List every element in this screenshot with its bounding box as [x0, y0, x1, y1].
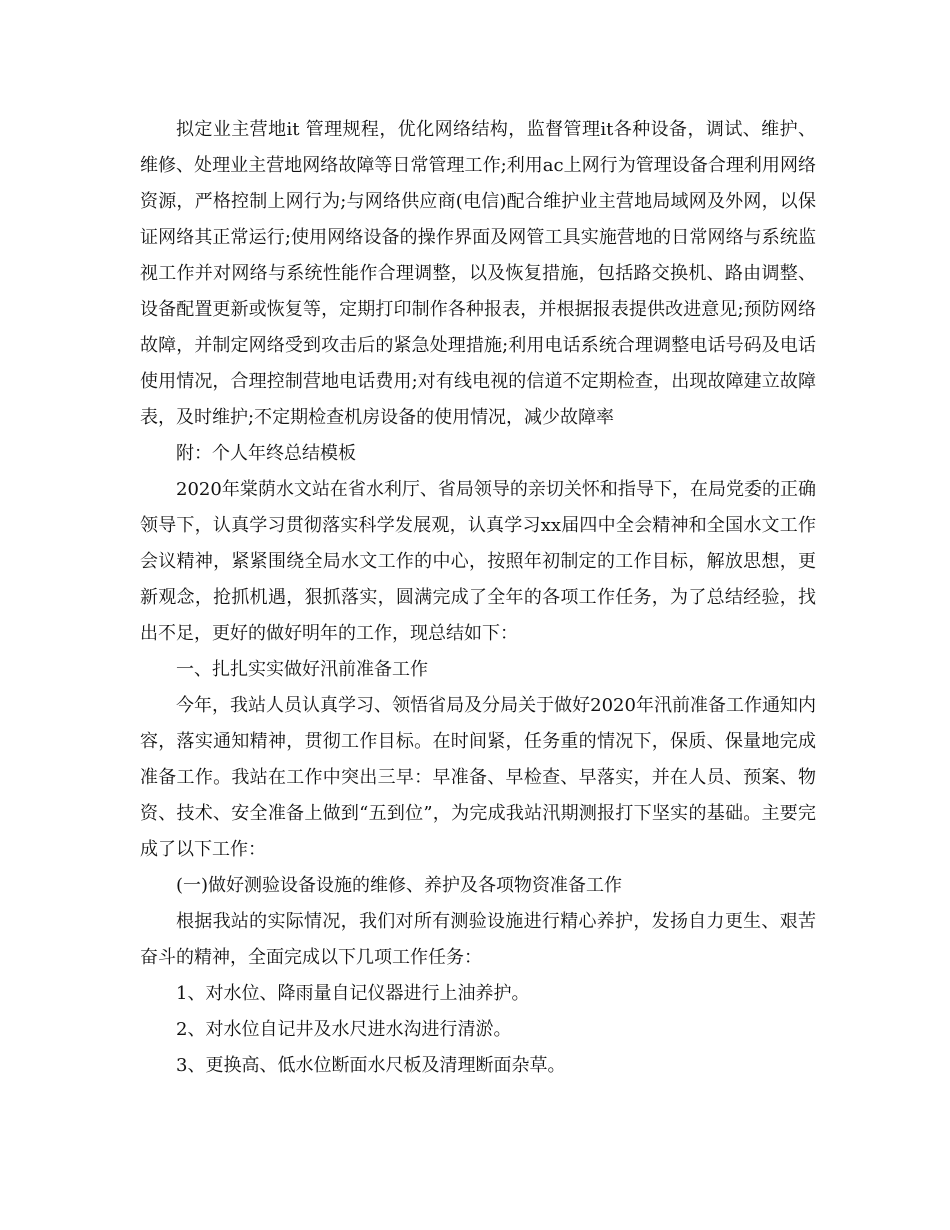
paragraph-appendix-heading: 附：个人年终总结模板 — [176, 443, 356, 464]
subsection-heading-equipment: (一)做好测验设备设施的维修、养护及各项物资准备工作 — [176, 875, 623, 896]
list-item-1: 1、对水位、降雨量自记仪器进行上油养护。 — [176, 983, 530, 1004]
document-body — [140, 112, 816, 1084]
paragraph-equipment: 根据我站的实际情况，我们对所有测验设施进行精心养护，发扬自力更生、艰苦奋斗的精神，全面完成以下几项工作任务： — [140, 911, 816, 968]
paragraph-summary-intro: 2020年棠荫水文站在省水利厅、省局领导的亲切关怀和指导下，在局党委的正确领导下，认真学习贯彻落实科学发展观，认真学习xx届四中全会精神和全国水文工作会议精神，紧紧围绕全局水文工作的中心，按照年初制定的工作目标，解放思想，更新观念，抢抓机遇，狠抓落实，圆满完成了全年的各项工作任务，为了总结经验，找出不足，更好的做好明年的工作，现总结如下： — [140, 479, 816, 644]
list-item-3: 3、更换高、低水位断面水尺板及清理断面杂草。 — [176, 1055, 566, 1076]
list-item-2: 2、对水位自记井及水尺进水沟进行清淤。 — [176, 1019, 512, 1040]
section-heading-flood-prep: 一、扎扎实实做好汛前准备工作 — [176, 659, 428, 680]
paragraph-it-duties: 拟定业主营地it 管理规程，优化网络结构，监督管理it各种设备，调试、维护、维修、处理业主营地网络故障等日常管理工作;利用ac上网行为管理设备合理利用网络资源，严格控制上网行为;与网络供应商(电信)配合维护业主营地局域网及外网，以保证网络其正常运行;使用网络设备的操作界面及网管工具实施营地的日常网络与系统监视工作并对网络与系统性能作合理调整，以及恢复措施，包括路交换机、路由调整、设备配置更新或恢复等，定期打印制作各种报表，并根据报表提供改进意见;预防网络故障，并制定网络受到攻击后的紧急处理措施;利用电话系统合理调整电话号码及电话使用情况，合理控制营地电话费用;对有线电视的信道不定期检查，出现故障建立故障表，及时维护;不定期检查机房设备的使用情况，减少故障率 — [140, 119, 816, 428]
paragraph-flood-prep: 今年，我站人员认真学习、领悟省局及分局关于做好2020年汛前准备工作通知内容，落实通知精神，贯彻工作目标。在时间紧，任务重的情况下，保质、保量地完成准备工作。我站在工作中突出三早：早准备、早检查、早落实，并在人员、预案、物资、技术、安全准备上做到“五到位”，为完成我站汛期测报打下坚实的基础。主要完成了以下工作： — [140, 695, 816, 860]
